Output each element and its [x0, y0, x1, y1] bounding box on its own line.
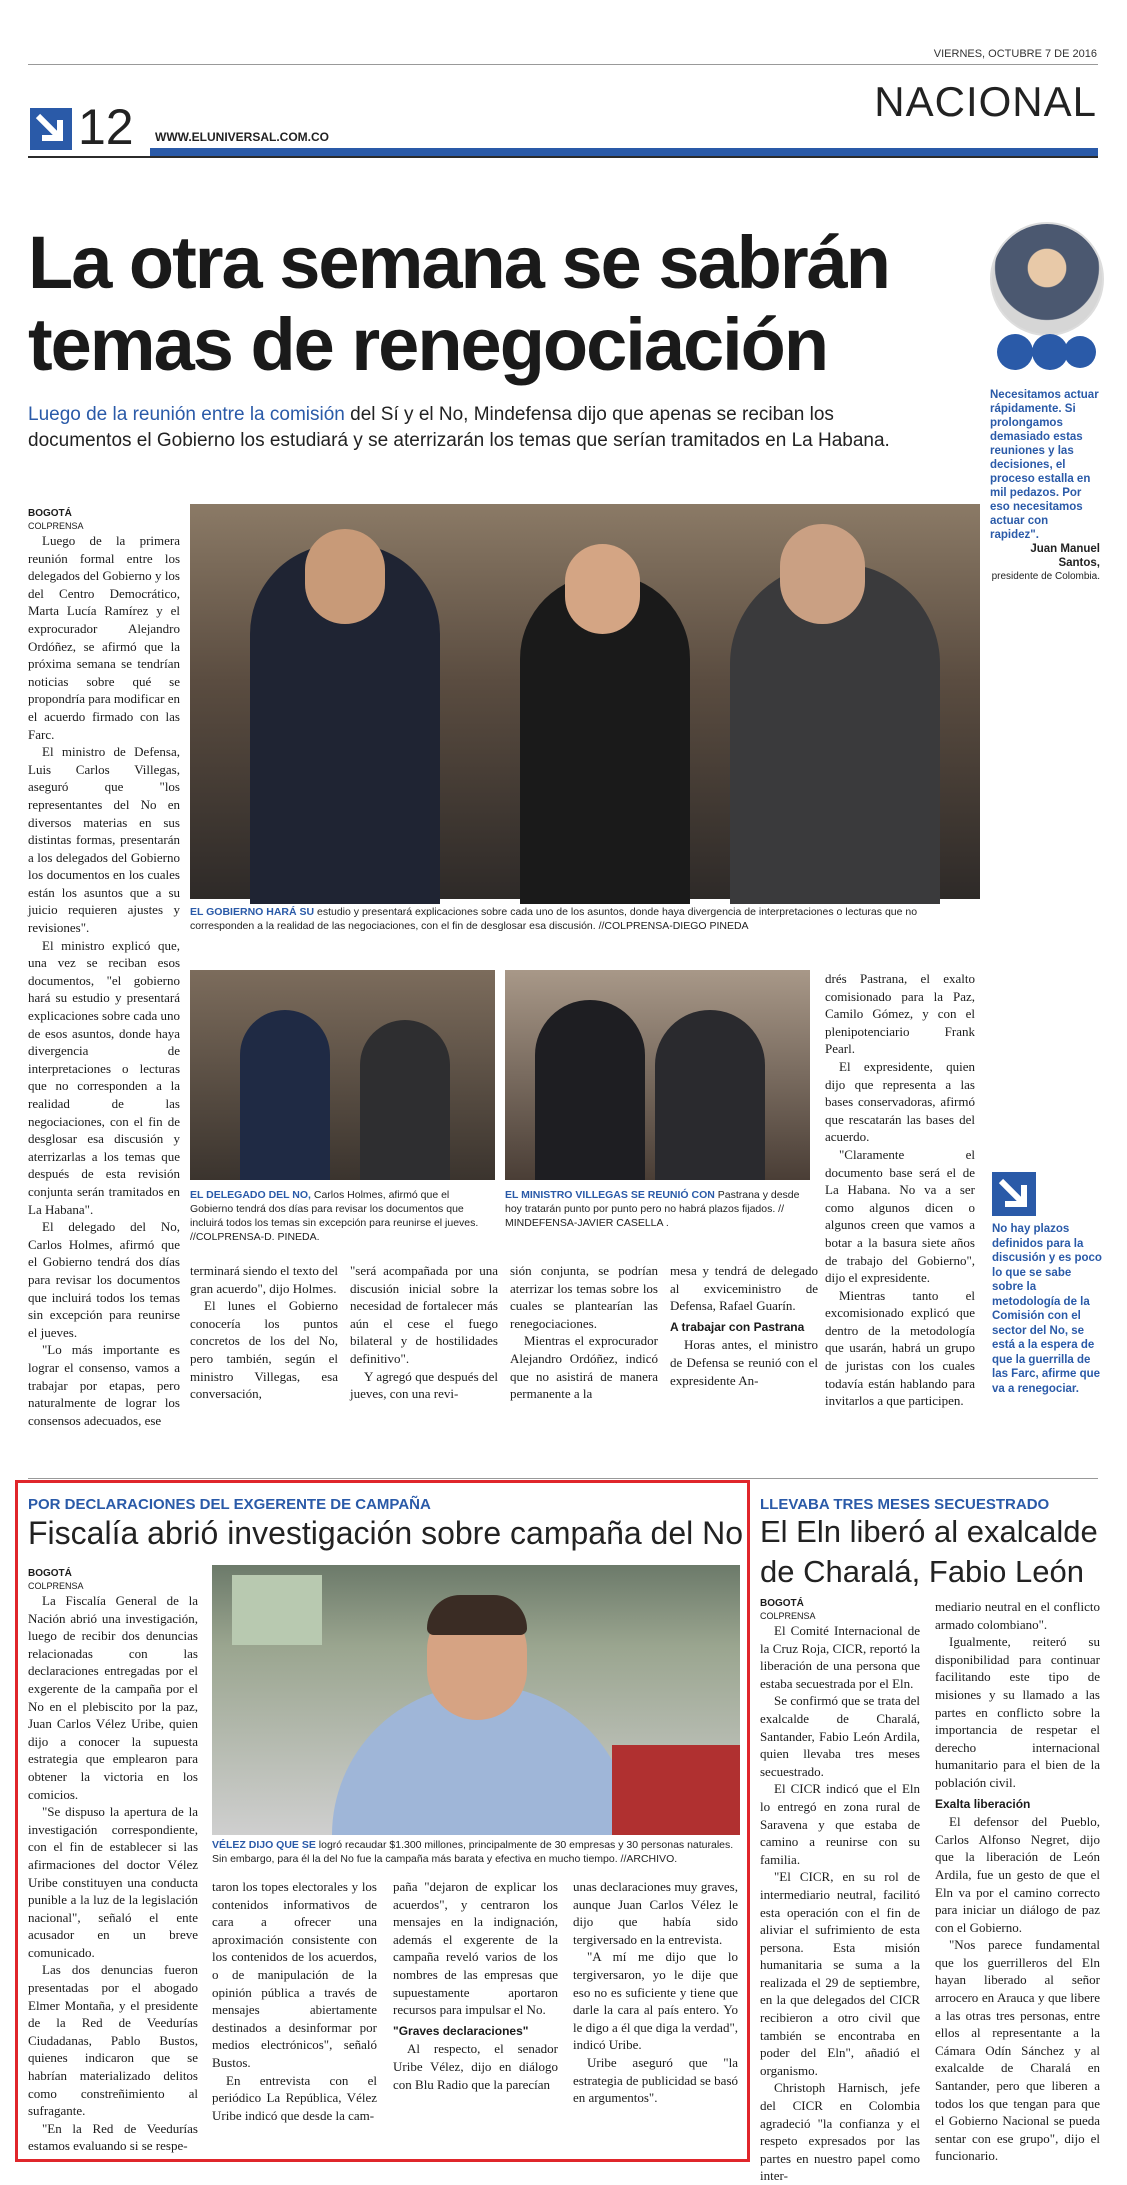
- main-para: El ministro explicó que, una vez se reciban esos documentos, "el gobierno hará su estudio y presentará explicaciones sobre cada uno de esos asuntos, donde haya divergencia de interpretaciones o lecturas que no corresponden a la realidad de las negociaciones, con el fin de desglosar esa discusión y aterrizarlas a los temas que después de esta revisión conjunta serán tramitados en La Habana".: [28, 937, 180, 1217]
- caption-text: Pastrana y desde hoy tratarán punto por punto pero no habrá plazos fijados. // MINDEFENSA-JAVIER CASELLA .: [505, 1189, 800, 1229]
- caption-lead: EL MINISTRO VILLEGAS SE REUNIÓ CON: [505, 1189, 715, 1201]
- story3-para: Igualmente, reiteró su disponibilidad para continuar facilitando este tipo de misiones y su llamado a las partes en conflicto sobre la importancia de respetar el derecho internacional humanitario para el bien de la población civil.: [935, 1634, 1100, 1790]
- main-para: Y agregó que después del jueves, con una revi-: [350, 1368, 498, 1402]
- story2-para: Uribe aseguró que "la estrategia de publicidad se basó en argumentos".: [573, 2054, 738, 2106]
- story3-para: El CICR indicó que el Eln lo entregó en zona rural de Saravena y que estaba de camino a reunirse con su familia.: [760, 1781, 920, 1867]
- story2-para: La Fiscalía General de la Nación abrió una investigación, luego de recibir dos denuncias relacionadas con las declaraciones entregadas por el exgerente de la campaña por el No en el plebiscito por la paz, Juan Carlos Vélez Uribe, quien dijo a conocer la supuesta estrategia que emplearon para obtener la victoria en los comicios.: [28, 1593, 198, 1802]
- main-para: Mientras tanto el excomisionado explicó que dentro de la metodología que usarán, habrá un grupo de juristas con los cuales todavía están hablando para invitarlos a que participen.: [825, 1287, 975, 1409]
- story3-para: mediario neutral en el conflicto armado colombiano".: [935, 1599, 1100, 1632]
- story2-col-4: [573, 1878, 738, 2153]
- deck-rest-1: del Sí y el No, Mindefensa dijo que apenas se reciban los: [344, 404, 834, 425]
- main-photo-caption: [190, 905, 980, 933]
- headline-line-2: temas de renegociación: [28, 303, 828, 386]
- page-number-block: [28, 68, 178, 178]
- header-rule: [28, 64, 1098, 65]
- main-para: El delegado del No, Carlos Holmes, afirmó que el Gobierno tendrá dos días para revisar los documentos que incluirá todos los temas sin excepción para reunirse el jueves.: [28, 1219, 180, 1340]
- story3-col-2: [935, 1598, 1100, 2164]
- photo-face-1: [305, 529, 385, 624]
- story2-para: paña "dejaron de explicar los acuerdos", y centraron los mensajes en la indignación, además el exgerente de la campaña reveló varios de los nombres de las empresas que supuestamente aportaron recursos para impulsar el No.: [393, 1879, 558, 2018]
- sidebar-quote: [990, 388, 1100, 584]
- story2-para: unas declaraciones muy graves, aunque Juan Carlos Vélez le dijo que había sido tergiversado en la entrevista.: [573, 1879, 738, 1947]
- main-para: Horas antes, el ministro de Defensa se reunió con el expresidente An-: [670, 1337, 818, 1388]
- main-agency: COLPRENSA: [28, 521, 84, 531]
- story3-para: El Comité Internacional de la Cruz Roja, CICR, reportó la liberación de una persona que estaba secuestrada por el Eln.: [760, 1623, 920, 1691]
- story2-headline: Fiscalía abrió investigación sobre campaña del No: [28, 1515, 744, 1551]
- caption-text: Carlos Holmes, afirmó que el Gobierno tendrá dos días para revisar los documentos que incluirá todos los temas sin excepción para reunirse el jueves. //COLPRENSA-D. PINEDA.: [190, 1189, 479, 1243]
- photo-face-2: [565, 544, 640, 634]
- header-black-line: [28, 156, 1098, 158]
- main-para: "Lo más importante es lograr el consenso, vamos a trabajar por etapas, pero naturalmente de lograr los consensos adecuados, ese: [28, 1342, 180, 1428]
- story2-para: "Se dispuso la apertura de la investigación correspondiente, con el fin de establecer si las afirmaciones del doctor Vélez Uribe constituyen una conducta punible a la luz de la legislación nacional", señaló el ente acusador en un breve comunicado.: [28, 1804, 198, 1960]
- santos-portrait: [990, 222, 1104, 336]
- main-para: Mientras el exprocurador Alejandro Ordóñez, indicó que no asistirá de manera permanente a la: [510, 1333, 658, 1402]
- story3-kicker: LLEVABA TRES MESES SECUESTRADO: [760, 1496, 1050, 1513]
- photo-face-3: [780, 524, 865, 624]
- story2-para: "A mí me dijo que lo tergiversaron, yo le dije que eso no es suficiente y tiene que darle la cara al país entero. Yo le digo a él que diga la verdad", indicó Uribe.: [573, 1949, 738, 2053]
- main-para: mesa y tendrá de delegado al exviceministro de Defensa, Rafael Guarín.: [670, 1263, 818, 1314]
- story3-city: BOGOTÁ: [760, 1598, 804, 1609]
- section-divider: [28, 1478, 1098, 1479]
- story2-para: taron los topes electorales y los contenidos informativos de cara a ofrecer una aproximación consistente con los contenidos de los acuerdos, o de manipulación de la opinión pública a través de mensajes abiertamente destinados a desinformar por medios electrónicos", señaló Bustos.: [212, 1879, 377, 2070]
- caption-lead: VÉLEZ DIJO QUE SE: [212, 1839, 316, 1851]
- story2-col-1: [28, 1568, 198, 2153]
- story3-headline-2: de Charalá, Fabio León: [760, 1554, 1085, 1589]
- story3-para: Christoph Harnisch, jefe del CICR en Colombia agradeció "la confianza y el respeto expresados por las partes en nuestro papel como inter-: [760, 2080, 920, 2184]
- deck-rest-2: documentos el Gobierno los estudiará y se aterrizarán los temas que serían tramitados en La Habana.: [28, 430, 890, 451]
- story3-para: "Nos parece fundamental que los guerrilleros del Eln hayan liberado al señor arrocero en Arauca y que libere a las otras tres personas, entre ellos al representante a la Cámara Odín Sánchez y al exalcalde de Charalá en Santander, pero que liberen a todos los que tengan para que el Gobierno Nacional se pueda sentar con ese grupo", dijo el funcionario.: [935, 1937, 1100, 2164]
- main-para: Luego de la primera reunión formal entre los delegados del Gobierno y los del Centro Democrático, Marta Lucía Ramírez y el exprocurador Alejandro Ordóñez, se afirmó que la próxima semana se tendrían noticias sobre qué se propondría para modificar en el acuerdo firmado con las Farc.: [28, 533, 180, 742]
- caption-lead: EL DELEGADO DEL NO,: [190, 1189, 311, 1201]
- story2-subhead: "Graves declaraciones": [393, 2023, 529, 2038]
- photo-table: [612, 1745, 740, 1835]
- main-para: "Claramente el documento base será el de La Habana. No va a ser como algunos dicen o algunos creen que vamos a botar a la basura siete años de trabajo del Gobierno", dijo el expresidente.: [825, 1146, 975, 1286]
- main-story-col-5: [670, 1262, 818, 1472]
- photo-hair: [427, 1595, 527, 1635]
- main-para: El ministro de Defensa, Luis Carlos Villegas, aseguró que "los representantes del No en diversos materias en sus distintas formas, presentarán a los delegados del Gobierno los documentos en los cuales están los asuntos que a su juicio requieren ajustes y revisiones".: [28, 744, 180, 936]
- photo-person: [535, 1000, 645, 1180]
- main-story-col-1: [28, 508, 180, 1473]
- quote-text: Necesitamos actuar rápidamente. Si prolongamos demasiado estas reuniones y las decisiones, el proceso estalla en mil pedazos. Por eso necesitamos actuar con rapidez".: [990, 389, 1099, 541]
- main-para: terminará siendo el texto del gran acuerdo", dijo Holmes.: [190, 1263, 339, 1296]
- story3-para: El defensor del Pueblo, Carlos Alfonso Negret, dijo que la liberación de León Ardila, fue un gesto de que el Eln va por el camino correcto para iniciar un diálogo de paz con el Gobierno.: [935, 1814, 1100, 1935]
- website-label[interactable]: WWW.ELUNIVERSAL.COM.CO: [155, 130, 329, 144]
- story3-headline-1: El Eln liberó al exalcalde: [760, 1514, 1098, 1549]
- story2-col-2: [212, 1878, 377, 2153]
- story2-city: BOGOTÁ: [28, 1568, 72, 1579]
- page-number: 12: [78, 99, 134, 155]
- story3-subhead: Exalta liberación: [935, 1796, 1031, 1811]
- main-para: El expresidente, quien dijo que representa a las bases conservadoras, afirmó que rescatarán las bases del acuerdo.: [825, 1058, 975, 1145]
- main-subhead: A trabajar con Pastrana: [670, 1319, 805, 1334]
- main-headline: [28, 222, 988, 386]
- photo-person: [655, 1010, 765, 1180]
- caption-lead: EL GOBIERNO HARÁ SU: [190, 906, 315, 918]
- quote-marks-icon: [990, 330, 1100, 385]
- story3-agency: COLPRENSA: [760, 1611, 816, 1621]
- section-title: NACIONAL: [874, 78, 1097, 125]
- main-para: sión conjunta, se podrían aterrizar los temas sobre los cuales se plantearían las renegociaciones.: [510, 1263, 658, 1331]
- header-blue-bar: [150, 148, 1098, 156]
- story2-kicker: POR DECLARACIONES DEL EXGERENTE DE CAMPAÑA: [28, 1496, 431, 1513]
- main-story-col-2: [190, 1262, 338, 1472]
- story2-para: Las dos denuncias fueron presentadas por el abogado Elmer Montaña, y el presidente de la Red de Veedurías Ciudadanas, Pablo Bustos, quienes indicaron que se habrían materializado delitos como constreñimiento al sufragante.: [28, 1962, 198, 2119]
- caption-text: estudio y presentará explicaciones sobre cada uno de los asuntos, donde haya divergencia de interpretaciones o lecturas que no corresponden a la realidad de las negociaciones, con el fin de desglosar esa discusión. //COLPRENSA-DIEGO PINEDA: [190, 906, 918, 932]
- note-arrow-icon: [992, 1172, 1036, 1216]
- main-deck: [28, 402, 988, 454]
- photo-window: [232, 1575, 322, 1645]
- villegas-photo: [505, 970, 810, 1180]
- main-para: El lunes el Gobierno conocería los puntos concretos de los del No, pero también, según el ministro Villegas, esa conversación,: [190, 1298, 338, 1402]
- main-photo: [190, 504, 980, 899]
- quote-author: Juan Manuel Santos,: [1030, 543, 1100, 569]
- holmes-photo-caption: [190, 1188, 495, 1244]
- headline-line-1: La otra semana se sabrán: [28, 221, 889, 304]
- velez-photo: [212, 1565, 740, 1835]
- story3-para: "El CICR, en su rol de intermediario neutral, facilitó esta operación con el fin de aliviar el sufrimiento de esta persona. Esta misión humanitaria se suma a la realizada el 29 de septiembre, en la que delegados del CICR recibieron a otro civil que también se encontraba en poder del Eln", añadió el organismo.: [760, 1869, 920, 2078]
- photo-person: [360, 1020, 450, 1180]
- main-story-col-3: [350, 1262, 498, 1472]
- story2-para: En entrevista con el periódico La República, Vélez Uribe indicó que desde la cam-: [212, 2072, 377, 2123]
- story2-agency: COLPRENSA: [28, 1581, 84, 1591]
- holmes-photo: [190, 970, 495, 1180]
- story2-para: "En la Red de Veedurías estamos evaluando si se respe-: [28, 2120, 198, 2154]
- story2-para: Al respecto, el senador Uribe Vélez, dijo en diálogo con Blu Radio que la parecían: [393, 2041, 558, 2092]
- main-story-col-4: [510, 1262, 658, 1472]
- main-para: "será acompañada por una discusión inicial sobre la necesidad de fortalecer más aún el cese el fuego bilateral y de hostilidades definitivo".: [350, 1263, 498, 1366]
- quote-author-title: presidente de Colombia.: [991, 571, 1100, 582]
- story3-headline: [760, 1512, 1100, 1592]
- sidebar-note: No hay plazos definidos para la discusión y es poco lo que se sabe sobre la metodología de la Comisión con el sector del No, se está a la espera de que la guerrilla de las Farc, afirme que va a renegociar.: [992, 1223, 1102, 1395]
- main-city: BOGOTÁ: [28, 508, 72, 519]
- photo-person: [240, 1010, 330, 1180]
- story3-para: Se confirmó que se trata del exalcalde de Charalá, Santander, Fabio León Ardila, quien llevaba tres meses secuestrado.: [760, 1693, 920, 1779]
- story2-col-3: [393, 1878, 558, 2153]
- caption-text: logró recaudar $1.300 millones, principalmente de 30 empresas y 30 personas naturales. Sin embargo, para él la del No fue la campaña más barata y efectiva en mucho tiempo. //ARCHIVO.: [212, 1839, 734, 1865]
- velez-photo-caption: [212, 1838, 740, 1866]
- issue-date: VIERNES, OCTUBRE 7 DE 2016: [933, 48, 1097, 60]
- main-story-col-6: [825, 970, 975, 1473]
- villegas-photo-caption: [505, 1188, 810, 1230]
- story3-col-1: [760, 1598, 920, 2184]
- deck-lead: Luego de la reunión entre la comisión: [28, 404, 345, 425]
- main-para: drés Pastrana, el exalto comisionado para la Paz, Camilo Gómez, y con el plenipotenciario Frank Pearl.: [825, 971, 975, 1057]
- corner-arrow-icon: [30, 108, 72, 150]
